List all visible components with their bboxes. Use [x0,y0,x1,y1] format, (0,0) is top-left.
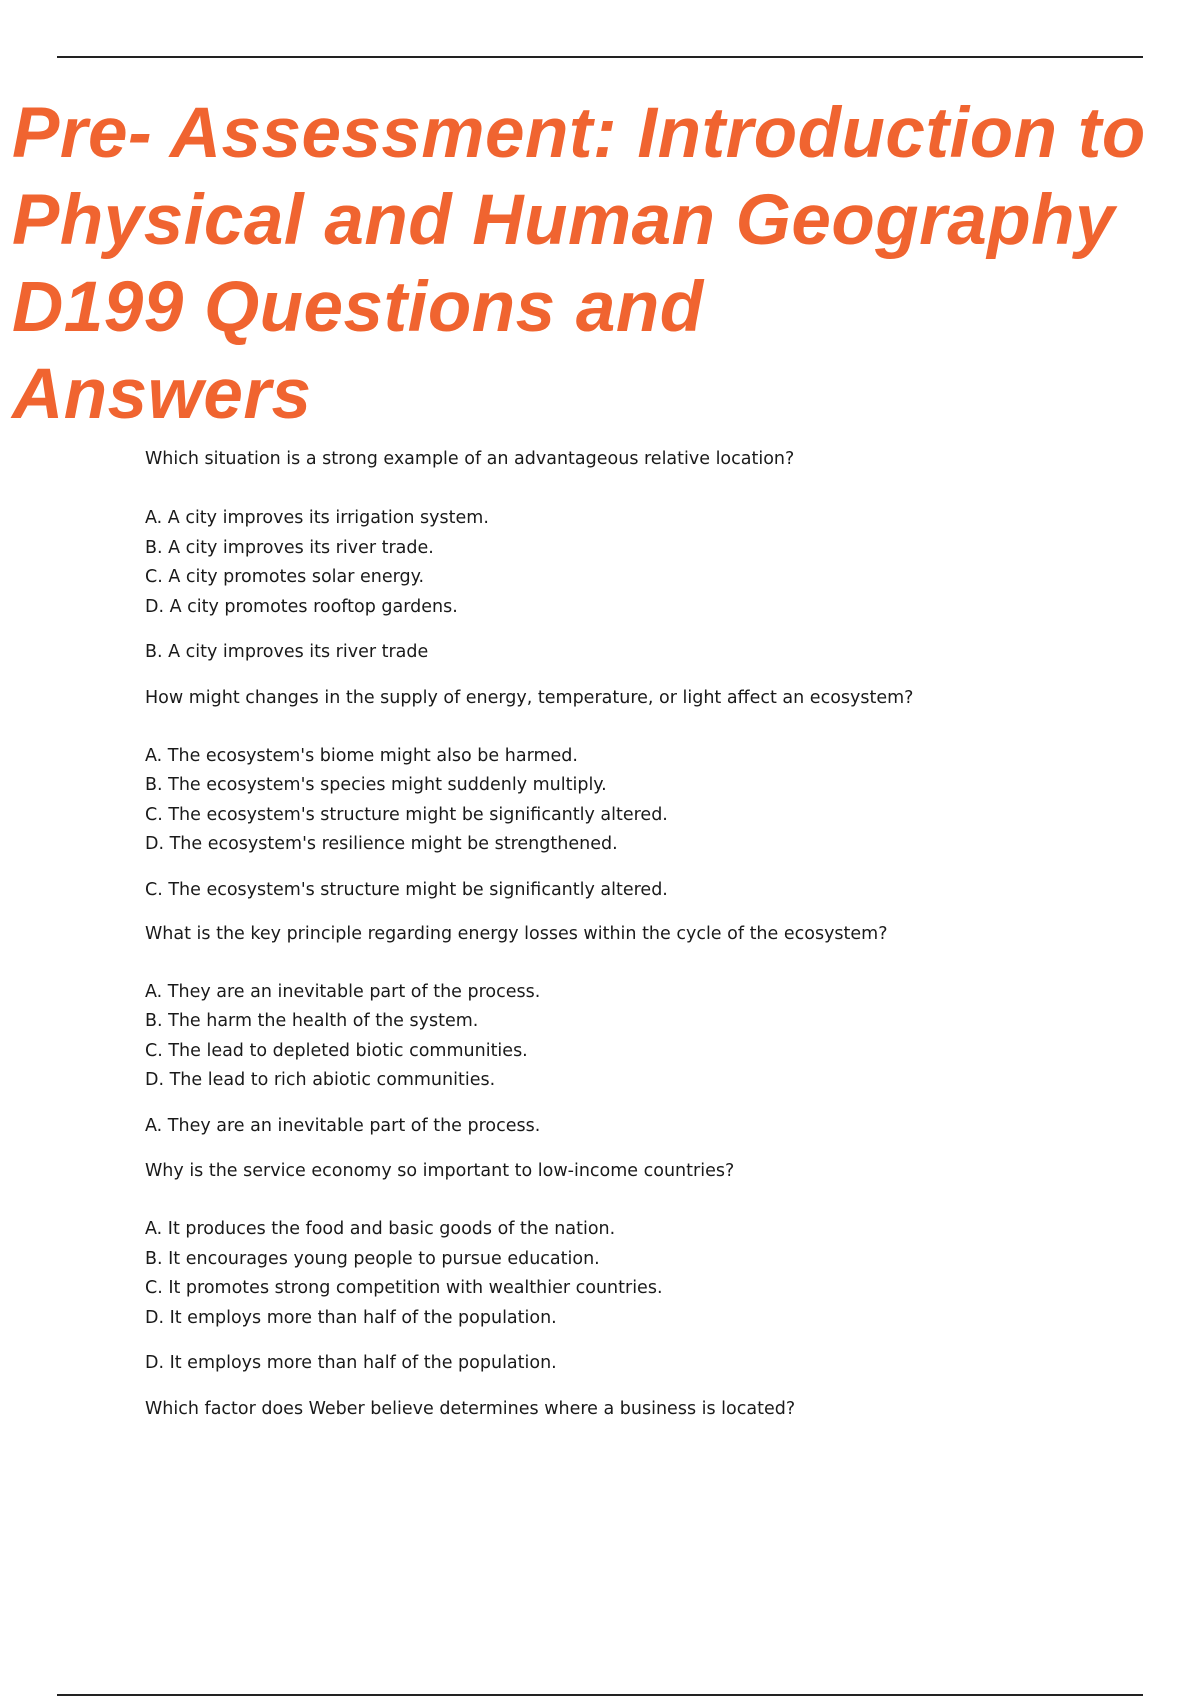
question-text: Which factor does Weber believe determines where a business is located? [145,1399,796,1419]
answer-option: D. It employs more than half of the population. [145,1308,557,1328]
title-line: D199 Questions and [12,268,704,347]
answer-option: D. A city promotes rooftop gardens. [145,597,458,617]
question-text: Why is the service economy so important to low-income countries? [145,1161,735,1181]
question-text: What is the key principle regarding energy losses within the cycle of the ecosystem? [145,924,888,944]
answer-option: B. A city improves its river trade. [145,538,434,558]
title-line: Physical and Human Geography [12,181,1115,260]
correct-answer: C. The ecosystem's structure might be significantly altered. [145,880,668,900]
answer-option: A. It produces the food and basic goods of the nation. [145,1219,616,1239]
answer-option: C. The lead to depleted biotic communities. [145,1041,528,1061]
document-title [12,90,1192,438]
question-text: How might changes in the supply of energy, temperature, or light affect an ecosystem? [145,688,914,708]
correct-answer: B. A city improves its river trade [145,642,429,662]
bottom-rule [57,1694,1143,1696]
title-line: Pre- Assessment: Introduction to [12,94,1146,173]
correct-answer: A. They are an inevitable part of the process. [145,1116,541,1136]
question-text: Which situation is a strong example of an advantageous relative location? [145,449,795,469]
answer-option: D. The lead to rich abiotic communities. [145,1070,496,1090]
answer-option: D. The ecosystem's resilience might be strengthened. [145,834,618,854]
answer-option: A. The ecosystem's biome might also be harmed. [145,746,578,766]
answer-option: C. A city promotes solar energy. [145,567,425,587]
correct-answer: D. It employs more than half of the population. [145,1353,557,1373]
answer-option: A. They are an inevitable part of the process. [145,982,541,1002]
top-rule [57,56,1143,58]
answer-option: C. The ecosystem's structure might be significantly altered. [145,805,668,825]
answer-option: B. It encourages young people to pursue education. [145,1249,600,1269]
answer-option: C. It promotes strong competition with wealthier countries. [145,1278,663,1298]
answer-option: A. A city improves its irrigation system. [145,508,489,528]
answer-option: B. The ecosystem's species might suddenly multiply. [145,775,607,795]
answer-option: B. The harm the health of the system. [145,1011,479,1031]
title-line: Answers [12,355,312,434]
